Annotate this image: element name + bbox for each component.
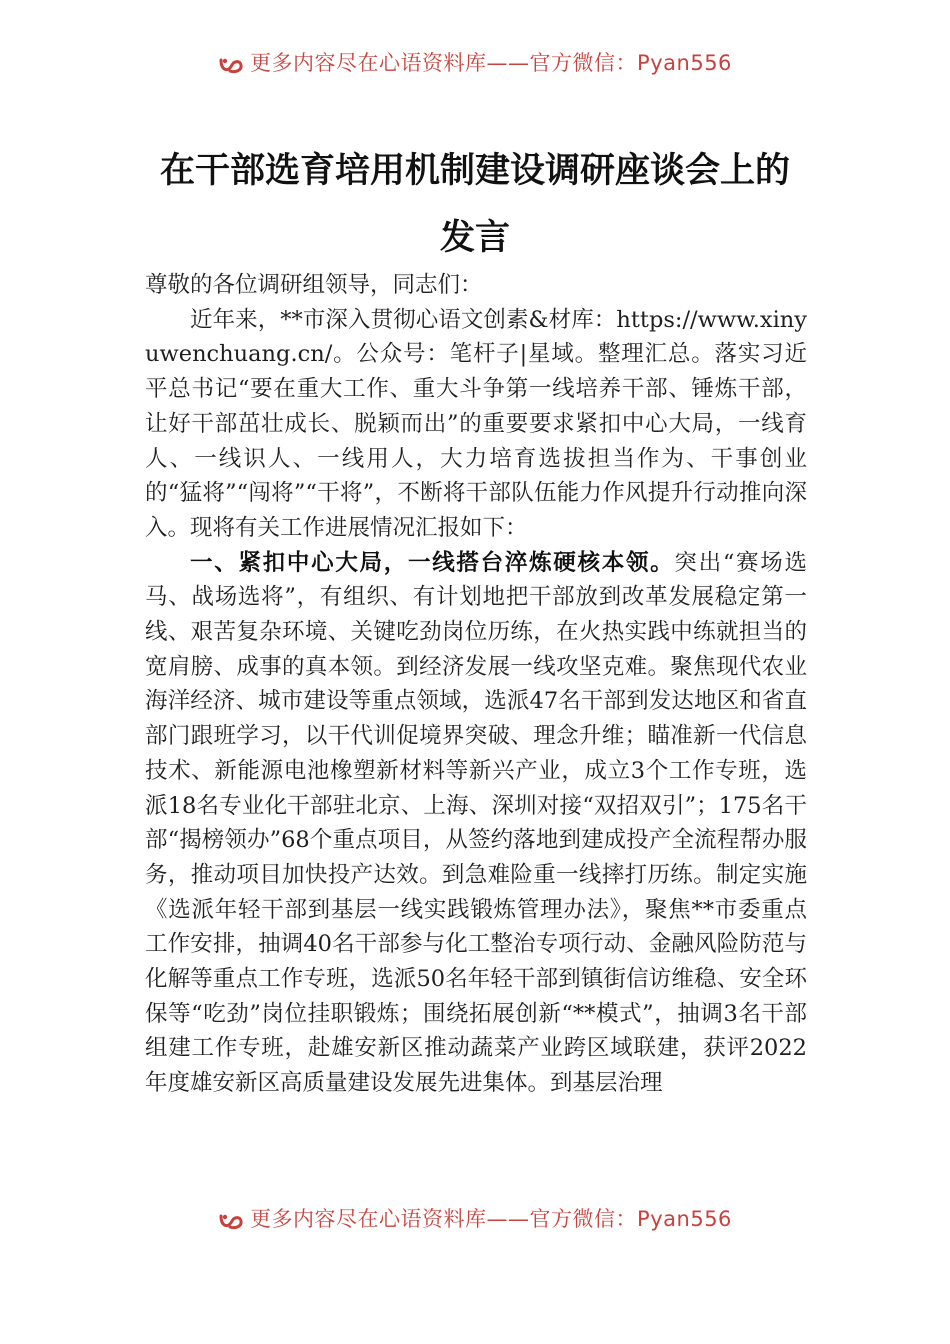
watermark-footer bbox=[0, 1208, 950, 1242]
section-text: 突出“赛场选马、战场选将”，有组织、有计划地把干部放到改革发展稳定第一线、艰苦复杂环境、关键吃劲岗位历练，在火热实践中练就担当的宽肩膀、成事的真本领。到经济发展一线攻坚克难。聚焦现代农业海洋经济、城市建设等重点领域，选派47名干部到发达地区和省直部门跟班学习，以干代训促境界突破、理念升维；瞄准新一代信息技术、新能源电池橡塑新材料等新兴产业，成立3个工作专班，选派18名专业化干部驻北京、上海、深圳对接“双招双引”；175名干部“揭榜领办”68个重点项目，从签约落地到建成投产全流程帮办服务，推动项目加快投产达效。到急难险重一线摔打历练。制定实施《选派年轻干部到基层一线实践锻炼管理办法》，聚焦**市委重点工作安排，抽调40名干部参与化工整治专项行动、金融风险防范与化解等重点工作专班，选派50名年轻干部到镇街信访维稳、安全环保等“吃劲”岗位挂职锻炼；围绕拓展创新“**模式”，抽调3名干部组建工作专班，赴雄安新区推动蔬菜产业跨区域联建，获评2022年度雄安新区高质量建设发展先进集体。到基层治理 bbox=[145, 549, 807, 1097]
intro-paragraph: 近年来，**市深入贯彻心语文创素&材库：https://www.xinyuwenchuang.cn/。公众号：笔杆子|星域。整理汇总。落实习近平总书记“要在重大工作、重大斗争第一线培养干部、锤炼干部，让好干部茁壮成长、脱颖而出”的重要要求紧扣中心大局，一线育人、一线识人、一线用人，大力培育选拔担当作为、干事创业的“猛将”“闯将”“干将”，不断将干部队伍能力作风提升行动推向深入。现将有关工作进展情况汇报如下： bbox=[145, 306, 807, 541]
logo-icon bbox=[218, 1212, 244, 1232]
logo-icon bbox=[218, 56, 244, 76]
page-title-continued: 发言 bbox=[439, 217, 510, 258]
watermark-text: 更多内容尽在心语资料库——官方微信：Pyan556 bbox=[250, 52, 732, 75]
section-paragraph bbox=[145, 546, 807, 1101]
section-heading: 一、紧扣中心大局，一线搭台淬炼硬核本领。 bbox=[190, 549, 675, 576]
watermark-text: 更多内容尽在心语资料库——官方微信：Pyan556 bbox=[250, 1208, 732, 1231]
page-title: 在干部选育培用机制建设调研座谈会上的 bbox=[159, 150, 790, 191]
document-body bbox=[145, 268, 807, 1101]
salutation: 尊敬的各位调研组领导，同志们： bbox=[145, 272, 483, 298]
watermark-header bbox=[0, 52, 950, 86]
